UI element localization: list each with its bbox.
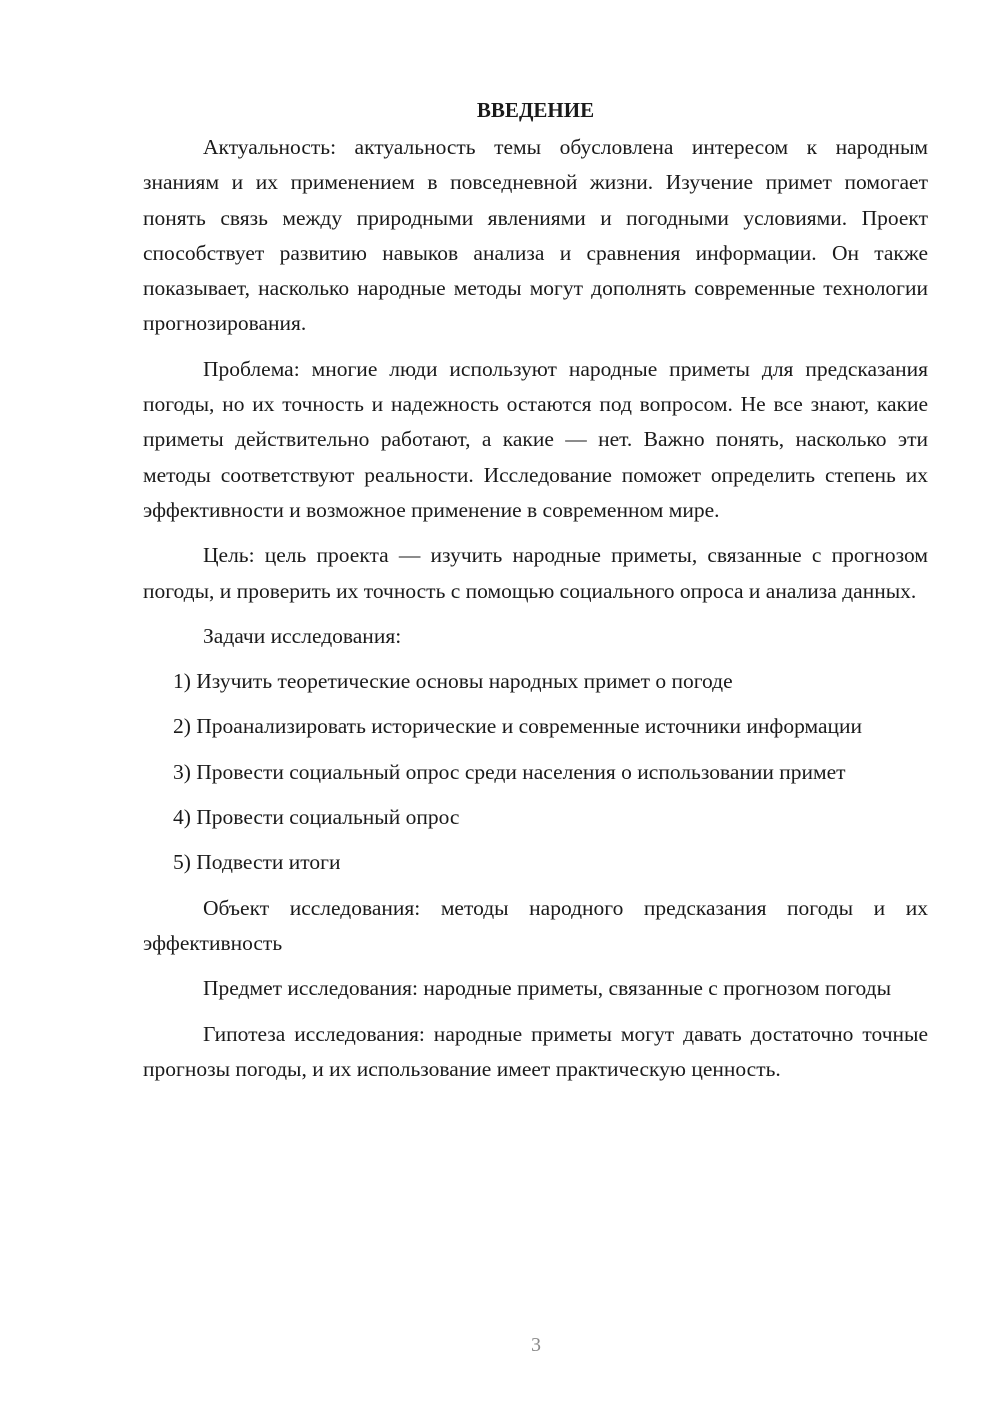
task-item: 5) Подвести итоги bbox=[173, 850, 341, 875]
hypothesis-paragraph: Гипотеза исследования: народные приметы могут давать достаточно точные прогнозы погоды, и их использование имеет практическую ценность. bbox=[143, 1021, 928, 1081]
task-item: 2) Проанализировать исторические и современные источники информации bbox=[173, 714, 863, 739]
object-paragraph: Объект исследования: методы народного предсказания погоды и их эффективность bbox=[143, 895, 928, 955]
subject-paragraph: Предмет исследования: народные приметы, связанные с прогнозом погоды bbox=[203, 976, 892, 1001]
section-title: ВВЕДЕНИЕ bbox=[476, 98, 595, 122]
relevance-paragraph: Актуальность: актуальность темы обусловлена интересом к народным знаниям и их применением в повседневной жизни. Изучение примет помогает понять связь между природными явлениями и погодными условиями. Проект способствует развитию навыков анализа и сравнения информации. Он также показывает, насколько народные методы могут дополнять современные технологии прогнозирования. bbox=[143, 135, 928, 336]
task-item: 1) Изучить теоретические основы народных примет о погоде bbox=[173, 669, 733, 694]
task-item: 4) Провести социальный опрос bbox=[173, 805, 460, 830]
task-item: 3) Провести социальный опрос среди населения о использовании примет bbox=[173, 759, 846, 784]
problem-paragraph: Проблема: многие люди используют народные приметы для предсказания погоды, но их точность и надежность остаются под вопросом. Не все знают, какие приметы действительно работают, а какие — нет. Важно понять, насколько эти методы соответствуют реальности. Исследование поможет определить степень их эффективности и возможное применение в современном мире. bbox=[143, 356, 928, 522]
goal-paragraph: Цель: цель проекта — изучить народные приметы, связанные с прогнозом погоды, и проверить их точность с помощью социального опроса и анализа данных. bbox=[143, 543, 928, 603]
page-number: 3 bbox=[531, 1334, 541, 1356]
document-page bbox=[143, 95, 928, 1097]
tasks-heading: Задачи исследования: bbox=[203, 623, 402, 648]
